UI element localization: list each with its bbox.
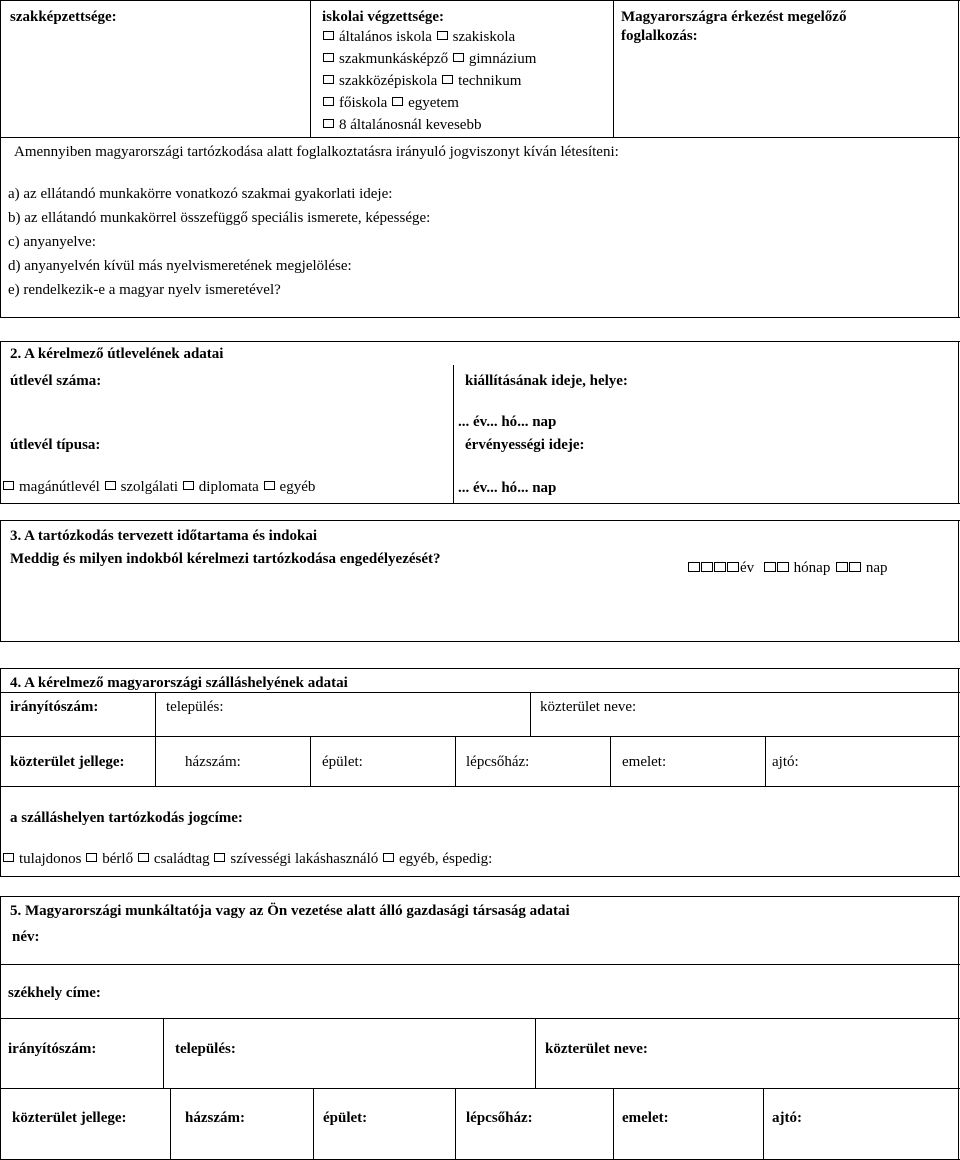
education-row-3 [322,72,521,90]
postal-code-label: irányítószám: [10,699,99,715]
education-option[interactable]: gimnázium [452,50,537,68]
education-row-2 [322,50,536,68]
checkbox-icon [105,481,116,490]
day-label: nap [865,560,888,576]
digit-box-icon [701,562,713,572]
street-name-label: közterület neve: [540,699,637,715]
education-option[interactable]: egyetem [391,94,459,112]
street-type-label: közterület jellege: [10,754,125,770]
checkbox-icon [323,53,334,62]
section-3-title: 3. A tartózkodás tervezett időtartama és indokai [10,528,318,544]
digit-box-icon [836,562,848,572]
section-2-title: 2. A kérelmező útlevelének adatai [10,346,224,362]
employer-street-name-label: közterület neve: [545,1041,648,1057]
hq-address-label: székhely címe: [8,985,101,1001]
employment-intro: Amennyiben magyarországi tartózkodása alatt foglalkoztatásra irányuló jogviszonyt kíván létesíteni: [14,144,619,160]
passport-type-options [2,478,315,496]
duration-question: Meddig és milyen indokból kérelmezi tartózkodása engedélyezését? [10,551,441,567]
employer-floor-label: emelet: [622,1110,669,1126]
passport-type-option[interactable]: szolgálati [104,478,178,496]
checkbox-icon [323,31,334,40]
employer-house-number-label: házszám: [185,1110,245,1126]
employer-building-label: épület: [323,1110,368,1126]
checkbox-icon [183,481,194,490]
digit-box-icon [727,562,739,572]
year-label: év [740,560,755,576]
section-4-title: 4. A kérelmező magyarországi szálláshelyének adatai [10,675,348,691]
employer-settlement-label: település: [175,1041,236,1057]
digit-box-icon [849,562,861,572]
settlement-label: település: [166,699,224,715]
section-5-title: 5. Magyarországi munkáltatója vagy az Ön vezetése alatt álló gazdasági társaság adatai [10,903,570,919]
checkbox-icon [437,31,448,40]
legal-basis-options [2,850,492,868]
digit-box-icon [714,562,726,572]
staircase-label: lépcsőház: [466,754,530,770]
legal-basis-label: a szálláshelyen tartózkodás jogcíme: [10,810,243,826]
digit-box-icon [777,562,789,572]
legal-basis-option[interactable]: családtag [137,850,210,868]
education-option[interactable]: 8 általánosnál kevesebb [322,116,481,134]
employer-street-type-label: közterület jellege: [12,1110,127,1126]
question-d: d) anyanyelvén kívül más nyelvismeretének megjelölése: [8,258,352,274]
education-option[interactable]: szakiskola [436,28,515,46]
checkbox-icon [392,97,403,106]
checkbox-icon [264,481,275,490]
door-label: ajtó: [772,754,799,770]
checkbox-icon [3,853,14,862]
legal-basis-option[interactable]: bérlő [85,850,133,868]
checkbox-icon [214,853,225,862]
checkbox-icon [442,75,453,84]
question-c: c) anyanyelve: [8,234,96,250]
digit-box-icon [764,562,776,572]
question-a: a) az ellátandó munkakörre vonatkozó szakmai gyakorlati ideje: [8,186,393,202]
employer-staircase-label: lépcsőház: [466,1110,533,1126]
education-row-4 [322,94,459,112]
prior-job-label-line1: Magyarországra érkezést megelőző [621,9,847,25]
education-row-1 [322,28,515,46]
employer-door-label: ajtó: [772,1110,802,1126]
education-option[interactable]: szakközépiskola [322,72,437,90]
education-option[interactable]: általános iskola [322,28,432,46]
building-label: épület: [322,754,363,770]
checkbox-icon [323,75,334,84]
checkbox-icon [138,853,149,862]
issue-label: kiállításának ideje, helye: [465,373,628,389]
education-option[interactable]: szakmunkásképző [322,50,448,68]
house-number-label: házszám: [185,754,241,770]
checkbox-icon [383,853,394,862]
question-b: b) az ellátandó munkakörrel összefüggő speciális ismerete, képessége: [8,210,431,226]
passport-type-label: útlevél típusa: [10,437,101,453]
duration-input[interactable] [688,559,888,577]
education-option[interactable]: főiskola [322,94,387,112]
checkbox-icon [86,853,97,862]
skill-label: szakképzettsége: [10,9,117,25]
floor-label: emelet: [622,754,667,770]
prior-job-label-line2: foglalkozás: [621,28,698,44]
passport-type-option[interactable]: diplomata [182,478,259,496]
digit-box-icon [688,562,700,572]
checkbox-icon [323,97,334,106]
checkbox-icon [3,481,14,490]
education-option[interactable]: technikum [441,72,521,90]
passport-type-option[interactable]: magánútlevél [2,478,100,496]
legal-basis-option[interactable]: egyéb, éspedig: [382,850,492,868]
education-label: iskolai végzettsége: [322,9,445,25]
employer-name-label: név: [12,929,40,945]
education-row-5 [322,116,481,134]
checkbox-icon [323,119,334,128]
passport-number-label: útlevél száma: [10,373,102,389]
checkbox-icon [453,53,464,62]
validity-label: érvényességi ideje: [465,437,585,453]
validity-date[interactable]: ... év... hó... nap [458,480,557,496]
question-e: e) rendelkezik-e a magyar nyelv ismeretével? [8,282,281,298]
legal-basis-option[interactable]: szívességi lakáshasználó [213,850,378,868]
employer-postal-code-label: irányítószám: [8,1041,97,1057]
month-label: hónap [793,560,831,576]
legal-basis-option[interactable]: tulajdonos [2,850,82,868]
issue-date[interactable]: ... év... hó... nap [458,414,557,430]
passport-type-option[interactable]: egyéb [263,478,316,496]
